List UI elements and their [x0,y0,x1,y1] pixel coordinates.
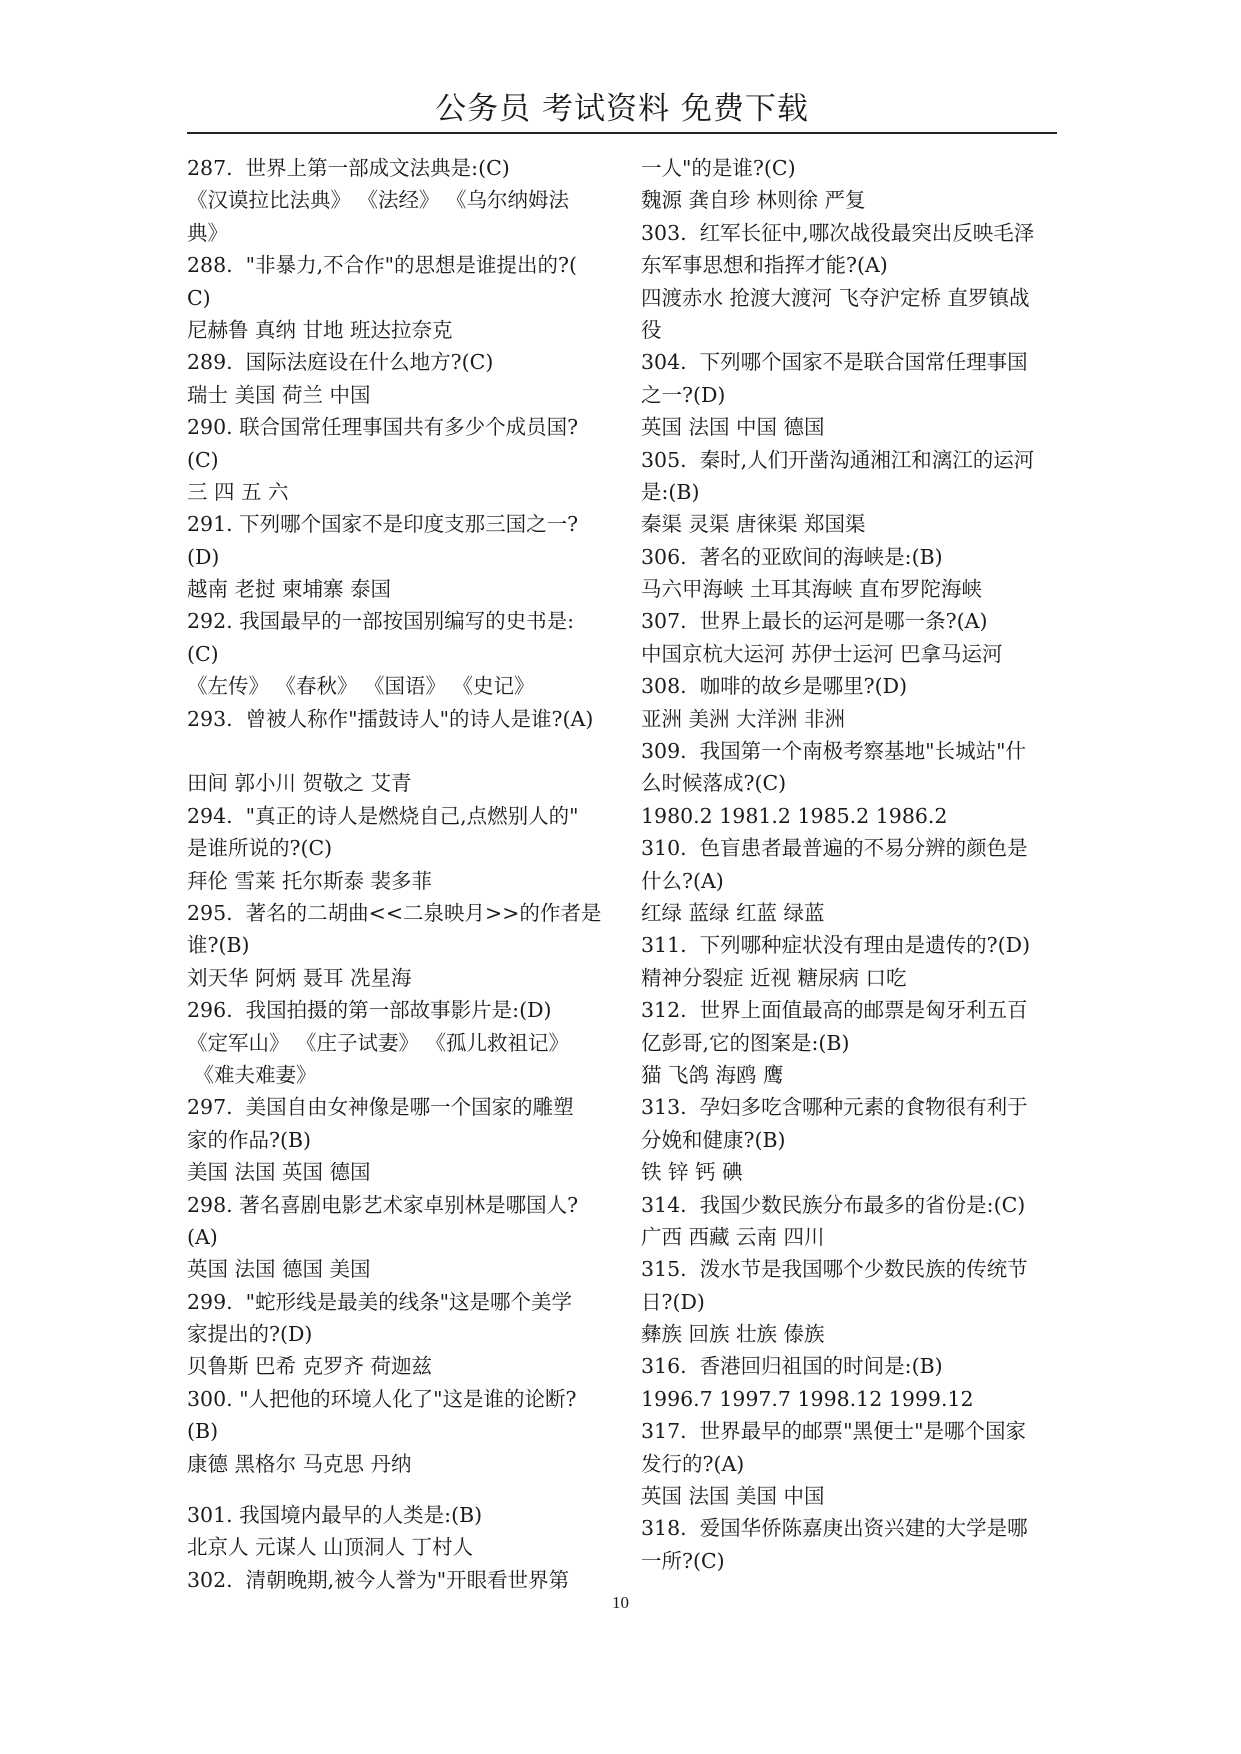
text-line: 越南 老挝 柬埔寨 泰国 [187,577,392,602]
text-line: 314. 我国少数民族分布最多的省份是:(C) [641,1192,1026,1217]
text-line: 316. 香港回归祖国的时间是:(B) [641,1354,943,1379]
text-line: 英国 法国 德国 美国 [187,1257,371,1282]
text-line: 《汉谟拉比法典》 《法经》 《乌尔纳姆法 [187,188,570,213]
paragraph-gap [187,1480,617,1499]
text-line: 305. 秦时,人们开凿沟通湘江和漓江的运河 [641,447,1035,472]
text-line: 299. "蛇形线是最美的线条"这是哪个美学 [187,1289,573,1314]
text-line: 彝族 回族 壮族 傣族 [641,1322,825,1347]
text-line: 红绿 蓝绿 红蓝 绿蓝 [641,900,825,925]
text-line: 广西 西藏 云南 四川 [641,1224,825,1249]
text-line: 田间 郭小川 贺敬之 艾青 [187,771,412,796]
text-line: 287. 世界上第一部成文法典是:(C) [187,156,510,180]
text-line: 292. 我国最早的一部按国别编写的史书是: [187,609,575,634]
text-line: 《定军山》 《庄子试妻》 《孤儿救祖记》 [187,1030,570,1055]
text-line: 美国 法国 英国 德国 [187,1160,371,1185]
text-line: 295. 著名的二胡曲<<二泉映月>>的作者是 [187,900,602,925]
text-line: 康德 黑格尔 马克思 丹纳 [187,1451,412,1476]
text-line: 发行的?(A) [641,1451,745,1476]
text-line: 铁 锌 钙 碘 [641,1160,743,1185]
text-line: 亿彭哥,它的图案是:(B) [641,1030,850,1055]
text-line: 是:(B) [641,479,700,504]
text-line: 三 四 五 六 [187,479,289,504]
text-line: 290. 联合国常任理事国共有多少个成员国? [187,415,579,440]
text-line: (A) [187,1224,218,1249]
text-line: 东军事思想和指挥才能?(A) [641,253,888,278]
text-line: 亚洲 美洲 大洋洲 非洲 [641,706,846,731]
text-line: 311. 下列哪种症状没有理由是遗传的?(D) [641,933,1031,958]
text-line: 310. 色盲患者最普遍的不易分辨的颜色是 [641,836,1028,861]
text-line: 是谁所说的?(C) [187,836,333,861]
text-line: 1996.7 1997.7 1998.12 1999.12 [641,1386,974,1411]
text-line: 《难夫难妻》 [187,1062,317,1087]
text-line: 1980.2 1981.2 1985.2 1986.2 [641,803,948,828]
text-line: 307. 世界上最长的运河是哪一条?(A) [641,609,988,634]
text-line: 306. 著名的亚欧间的海峡是:(B) [641,544,943,569]
text-line: 301. 我国境内最早的人类是:(B) [187,1503,483,1528]
text-line: 魏源 龚自珍 林则徐 严复 [641,188,866,213]
page-header-title: 公务员 考试资料 免费下载 [435,91,809,127]
text-line: (D) [187,544,220,569]
text-line: 288. "非暴力,不合作"的思想是谁提出的?( [187,253,578,278]
text-line: 英国 法国 中国 德国 [641,415,825,440]
text-line: 家的作品?(B) [187,1127,312,1152]
text-line: 刘天华 阿炳 聂耳 冼星海 [187,965,412,990]
text-line: 302. 清朝晚期,被今人誉为"开眼看世界第 [187,1567,570,1592]
left-column [187,152,617,1596]
text-line: 么时候落成?(C) [641,771,787,796]
text-line: 308. 咖啡的故乡是哪里?(D) [641,674,908,699]
text-line: 什么?(A) [641,868,724,893]
text-line: 四渡赤水 抢渡大渡河 飞夺沪定桥 直罗镇战 [641,285,1030,310]
text-line: 296. 我国拍摄的第一部故事影片是:(D) [187,998,552,1023]
text-line: 马六甲海峡 土耳其海峡 直布罗陀海峡 [641,577,983,602]
text-line: 谁?(B) [187,933,250,958]
text-line: C) [187,285,211,310]
text-line: 312. 世界上面值最高的邮票是匈牙利五百 [641,998,1028,1023]
text-line: 瑞士 美国 荷兰 中国 [187,382,371,407]
text-line: 日?(D) [641,1289,705,1314]
text-line: 役 [641,317,662,342]
text-line: 中国京杭大运河 苏伊士运河 巴拿马运河 [641,641,1003,666]
text-line: 之一?(D) [641,382,726,407]
text-line: (C) [187,447,219,472]
text-line: 289. 国际法庭设在什么地方?(C) [187,350,494,375]
header-divider [187,132,1057,134]
text-line: 313. 孕妇多吃含哪种元素的食物很有利于 [641,1095,1028,1120]
text-line: 298. 著名喜剧电影艺术家卓别林是哪国人? [187,1192,579,1217]
text-line: 精神分裂症 近视 糖尿病 口吃 [641,965,907,990]
text-line: 300. "人把他的环境人化了"这是谁的论断? [187,1386,577,1411]
text-line: (B) [187,1419,219,1444]
text-line: 家提出的?(D) [187,1322,313,1347]
text-line: 317. 世界最早的邮票"黑便士"是哪个国家 [641,1419,1027,1444]
text-line: 315. 泼水节是我国哪个少数民族的传统节 [641,1257,1028,1282]
text-line [187,735,617,767]
text-line: 303. 红军长征中,哪次战役最突出反映毛泽 [641,220,1035,245]
right-column [641,152,1061,1577]
text-line: 分娩和健康?(B) [641,1127,786,1152]
text-line: 297. 美国自由女神像是哪一个国家的雕塑 [187,1095,574,1120]
text-line: (C) [187,641,219,666]
text-line: 猫 飞鸽 海鸥 鹰 [641,1062,784,1087]
text-line: 英国 法国 美国 中国 [641,1484,825,1509]
text-line: 秦渠 灵渠 唐徕渠 郑国渠 [641,512,866,537]
text-line: 一人"的是谁?(C) [641,156,796,180]
text-line: 309. 我国第一个南极考察基地"长城站"什 [641,739,1027,764]
text-line: 贝鲁斯 巴希 克罗齐 荷迦兹 [187,1354,433,1379]
text-line: 294. "真正的诗人是燃烧自己,点燃别人的" [187,803,579,828]
text-line: 318. 爱国华侨陈嘉庚出资兴建的大学是哪 [641,1516,1028,1541]
text-line: 304. 下列哪个国家不是联合国常任理事国 [641,350,1028,375]
text-line: 一所?(C) [641,1548,725,1573]
text-line: 293. 曾被人称作"擂鼓诗人"的诗人是谁?(A) [187,706,594,731]
text-line: 拜伦 雪莱 托尔斯泰 裴多菲 [187,868,433,893]
text-line: 尼赫鲁 真纳 甘地 班达拉奈克 [187,317,453,342]
text-line: 典》 [187,220,228,245]
page-number: 10 [612,1593,629,1612]
text-line: 北京人 元谋人 山顶洞人 丁村人 [187,1535,474,1560]
text-line: 《左传》 《春秋》 《国语》 《史记》 [187,674,535,699]
text-line: 291. 下列哪个国家不是印度支那三国之一? [187,512,579,537]
